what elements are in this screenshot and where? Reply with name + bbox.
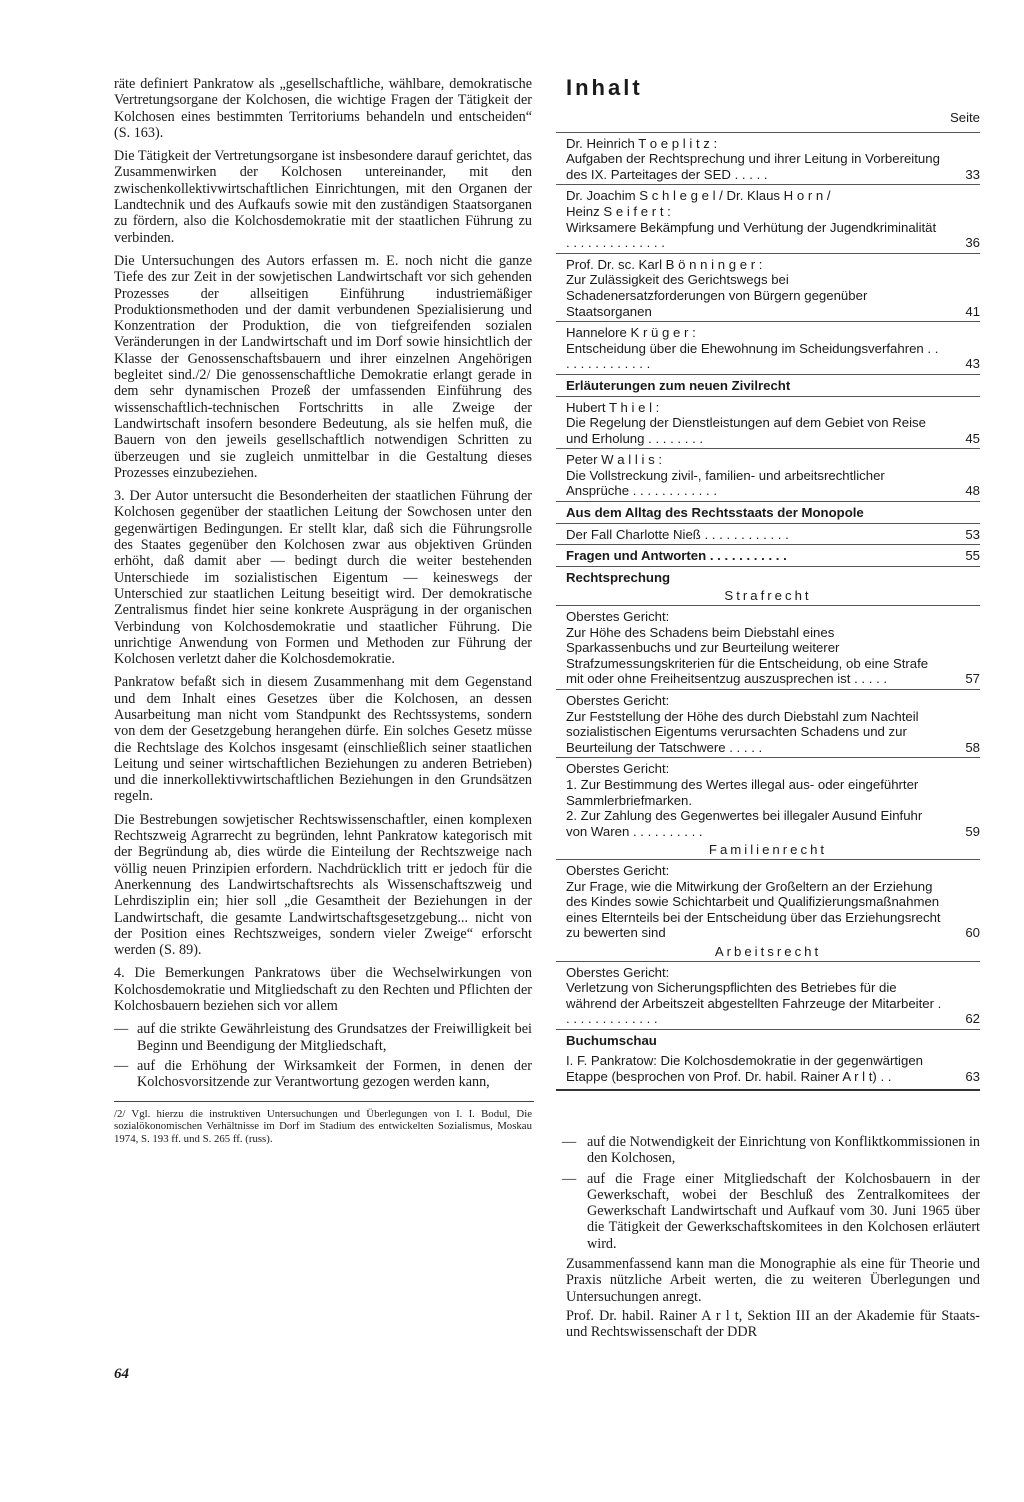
paragraph: räte definiert Pankratow als „gesellschaftliche, wählbare, demokratische Vertretungsorgane der Kolchosen, die wichtige Fragen der Tätigkeit der Kolchosen eines bestimmten Territoriums behandeln und entscheiden“ (S. 163).	[114, 76, 532, 141]
toc-author: Hannelore K r ü g e r :	[566, 325, 696, 341]
toc-entry-page: 48	[965, 483, 980, 499]
toc-entry-page: 33	[965, 166, 980, 182]
toc-entry	[556, 184, 980, 252]
toc-entry-page: 58	[965, 739, 980, 755]
toc-subsection-heading: Familienrecht	[708, 842, 828, 858]
list-item: — auf die Frage einer Mitgliedschaft der Kolchosbauern in der Gewerkschaft, wobei der Beschluß des Zentralkomitees der Gewerkschaft Landwirtschaft und Aufkauf vom 30. Juni 1965 über die Tätigkeit der Gewerkschaftskomitees in den Kolchosen erläutert wird.	[556, 1171, 980, 1252]
toc-entry-page: 59	[965, 823, 980, 839]
toc-entry-page: 41	[965, 303, 980, 319]
toc-page-column-label: Seite	[949, 110, 980, 125]
toc-entry	[556, 605, 980, 689]
reviewer-signature: Prof. Dr. habil. Rainer A r l t, Sektion III an der Akademie für Staats- und Rechtswissenschaft der DDR	[566, 1307, 980, 1341]
page-number: 64	[114, 1366, 129, 1382]
toc-court: Oberstes Gericht:	[566, 761, 670, 777]
toc-section-heading: Erläuterungen zum neuen Zivilrecht	[556, 374, 980, 396]
toc-entry-page: 36	[965, 235, 980, 251]
paragraph: Die Bestrebungen sowjetischer Rechtswissenschaftler, einen komplexen Rechtszweig Agrarrecht zu begründen, lehnt Pankratow kategorisch mit der Begründung ab, dies würde die Einteilung der Rechtszweige nach völlig neuen Prinzipien erfordern. Nachdrücklich tritt er jedoch für die Anerkennung des Landwirtschaftsrechts als Wissenschaftszweig und Lehrdisziplin ein; hier soll „die Gesamtheit der Beziehungen in der Landwirtschaft, die gesamte Landwirtschaftsgesetzgebung... nicht von der Position eines Rechtszweiges, sondern vieler Zweige“ erforscht werden (S. 89).	[114, 811, 532, 959]
toc-subsection-heading: Arbeitsrecht	[714, 943, 822, 959]
paragraph: Zusammenfassend kann man die Monographie als eine für Theorie und Praxis nützliche Arbeit werten, die zu weiteren Überlegungen und Untersuchungen anregt.	[566, 1256, 980, 1305]
toc-author: Prof. Dr. sc. Karl B ö n n i n g e r :	[566, 256, 763, 272]
toc-bottom-rule	[556, 1089, 980, 1091]
toc-entry-title: Fragen und Antworten . . . . . . . . . . .	[566, 548, 787, 564]
toc-entry-title: Wirksamere Bekämpfung und Verhütung der Jugendkriminalität . . . . . . . . . . . . . .	[566, 219, 937, 251]
toc-entry	[556, 321, 980, 374]
table-of-contents	[556, 76, 980, 1091]
toc-entry	[556, 859, 980, 943]
toc-entry-page: 45	[965, 430, 980, 446]
toc-section-heading: Aus dem Alltag des Rechtsstaats der Monopole	[556, 501, 980, 523]
toc-entry	[556, 1050, 980, 1086]
toc-title: Inhalt	[566, 75, 643, 100]
paragraph: Die Tätigkeit der Vertretungsorgane ist insbesondere darauf gerichtet, das Zusammenwirken der Kolchosen untereinander, mit den zwischenkollektivwirtschaftlichen Einrichtungen, mit den Organen der Landtechnik und des Aufkaufs sowie mit den zuständigen Staatsorganen zu fördern, also die Kolchosdemokratie mit der staatlichen Führung zu verbinden.	[114, 148, 532, 246]
toc-entry-title: Der Fall Charlotte Nieß . . . . . . . . . . . .	[566, 526, 789, 542]
toc-court: Oberstes Gericht:	[566, 862, 670, 878]
toc-entry-title: Zur Feststellung der Höhe des durch Diebstahl zum Nachteil sozialistischen Eigentums verursachten Schadens und zur Beurteilung der Tatschwere . . . . .	[566, 708, 919, 755]
toc-author: Peter W a l l i s :	[566, 452, 662, 468]
toc-entry-page: 55	[965, 548, 980, 564]
footnote: /2/ Vgl. hierzu die instruktiven Untersuchungen und Überlegungen von I. I. Bodul, Die sozialökonomischen Verhältnisse im Dorf im Stadium des entwickelten Sozialismus, Moskau 1974, S. 193 ff. und S. 265 ff. (russ).	[114, 1107, 532, 1145]
toc-entry-title: Verletzung von Sicherungspflichten des Betriebes für die während der Arbeitszeit abgestellten Fahrzeuge der Mitarbeiter . . . . . . . . . . . . . .	[566, 980, 942, 1027]
footnote-divider	[114, 1101, 534, 1102]
toc-court: Oberstes Gericht:	[566, 964, 670, 980]
toc-author: Dr. Joachim S c h l e g e l / Dr. Klaus H o r n /	[566, 188, 831, 204]
toc-entry-page: 53	[965, 526, 980, 542]
toc-entry-title: 1. Zur Bestimmung des Wertes illegal aus- oder eingeführter Sammlerbriefmarken.	[566, 776, 919, 808]
toc-court: Oberstes Gericht:	[566, 609, 670, 625]
toc-entry-title: Die Vollstreckung zivil-, familien- und arbeitsrechtlicher Ansprüche . . . . . . . . . . . .	[566, 467, 885, 499]
toc-entry-page: 63	[965, 1069, 980, 1085]
toc-entry	[556, 689, 980, 757]
list-item: — auf die Notwendigkeit der Einrichtung von Konfliktkommissionen in den Kolchosen,	[556, 1134, 980, 1167]
toc-entry-title: 2. Zur Zahlung des Gegenwertes bei illegaler Ausund Einfuhr von Waren . . . . . . . . . .	[566, 808, 923, 839]
toc-entry-page: 60	[965, 925, 980, 941]
toc-section-heading: Rechtsprechung	[556, 566, 980, 588]
list-item: — auf die strikte Gewährleistung des Grundsatzes der Freiwilligkeit bei Beginn und Beendigung der Mitgliedschaft,	[114, 1021, 532, 1054]
toc-subsection-heading: Strafrecht	[724, 588, 812, 604]
toc-author: Heinz S e i f e r t :	[566, 203, 671, 219]
toc-entry-title: Zur Höhe des Schadens beim Diebstahl eines Sparkassenbuchs und zur Beurteilung weiterer Strafzumessungskriterien für die Entscheidung, ob eine Strafe mit oder ohne Freiheitsentzug auszusprechen ist . . . . .	[566, 624, 929, 687]
toc-entry-title: Aufgaben der Rechtsprechung und ihrer Leitung in Vorbereitung des IX. Parteitages der SED . . . . .	[566, 151, 940, 182]
toc-entry-page: 57	[965, 671, 980, 687]
list-item: — auf die Erhöhung der Wirksamkeit der Formen, in denen der Kolchosvorsitzende zur Verantwortung gezogen werden kann,	[114, 1058, 532, 1091]
toc-entry	[556, 757, 980, 841]
toc-court: Oberstes Gericht:	[566, 693, 670, 708]
toc-entry	[556, 523, 980, 545]
toc-entry-title: I. F. Pankratow: Die Kolchosdemokratie in der gegenwärtigen Etappe (besprochen von Prof. Dr. habil. Rainer A r l t) . .	[566, 1053, 923, 1085]
toc-entry-page: 43	[965, 356, 980, 372]
toc-entry-title: Zur Zulässigkeit des Gerichtswegs bei Schadenersatzforderungen von Bürgern gegenüber Staatsorganen	[566, 272, 868, 319]
paragraph: Die Untersuchungen des Autors erfassen m. E. noch nicht die ganze Tiefe des zur Zeit in der sowjetischen Landwirtschaft vor sich gehenden Prozesses der allseitigen Einführung industriemäßiger Produktionsmethoden und der damit verbundenen Spezialisierung und Konzentration der Produktion, die von tiefgreifenden sozialen Veränderungen in der Landwirtschaft und im Dorf sowie hinsichtlich der Klasse der Genossenschaftsbauern und ihrer einzelnen Angehörigen begleitet sind./2/ Die genossenschaftliche Demokratie erlangt gerade in dem sehr dynamischen Prozeß der umfassenden Einführung des wissenschaftlich-technischen Fortschritts in alle Zweige der Landwirtschaft insofern besondere Bedeutung, als sie helfen muß, die Bauern von den jeweils gesellschaftlich notwendigen Schritten zu überzeugen und sie zugleich unmittelbar in die Gestaltung dieses Prozesses einzubeziehen.	[114, 252, 532, 481]
toc-entry-title: Entscheidung über die Ehewohnung im Scheidungsverfahren . . . . . . . . . . . . . .	[566, 340, 939, 372]
toc-author: Dr. Heinrich T o e p l i t z :	[566, 135, 718, 151]
toc-entry	[556, 961, 980, 1029]
toc-section-heading: Buchumschau	[556, 1029, 980, 1051]
left-column	[114, 76, 532, 1152]
toc-entry-title: Zur Frage, wie die Mitwirkung der Großeltern an der Erziehung des Kindes sowie Schichtarbeit und Qualifizierungsmaßnahmen eines Elternteils bei der Entscheidung über das Erziehungsrecht zu bewerten sind	[566, 878, 941, 941]
right-column-text	[556, 1134, 980, 1344]
toc-entry	[556, 448, 980, 501]
paragraph: 3. Der Autor untersucht die Besonderheiten der staatlichen Führung der Kolchosen gegenüber der staatlichen Leitung der Sowchosen unter den gegenwärtigen Bedingungen. Er stellt klar, daß sich die Führungsrolle des Staates gegenüber den Kolchosen zwar aus objektiven Gründen erhöht, daß damit aber — bedingt durch die weiter bestehenden Unterschiede im sozialistischen Eigentum — keineswegs der Unterschied zur staatlichen Leitung beseitigt wird. Der demokratische Zentralismus findet hier seine konkrete Ausprägung in der organischen Verbindung von Kolchosdemokratie und staatlicher Führung. Die unrichtige Anwendung von Formen und Methoden zur Führung der Kolchosen verletzt daher die Kolchosdemokratie.	[114, 488, 532, 668]
bullet-list	[114, 1021, 532, 1090]
toc-entry-title: Die Regelung der Dienstleistungen auf dem Gebiet von Reise und Erholung . . . . . . . .	[566, 415, 926, 446]
toc-entry	[556, 253, 980, 321]
toc-entry-page: 62	[965, 1011, 980, 1027]
bullet-list	[556, 1134, 980, 1252]
toc-entry	[556, 396, 980, 449]
toc-entry	[556, 132, 980, 185]
paragraph: 4. Die Bemerkungen Pankratows über die Wechselwirkungen von Kolchosdemokratie und Mitgliedschaft zu den Rechten und Pflichten der Kolchosbauern beziehen sich vor allem	[114, 965, 532, 1015]
toc-entry	[556, 544, 980, 566]
toc-author: Hubert T h i e l :	[566, 399, 660, 415]
paragraph: Pankratow befaßt sich in diesem Zusammenhang mit dem Gegenstand und dem Inhalt eines Gesetzes über die Kolchosen, an dessen Ausarbeitung man nicht vom Standpunkt des Rechtssystems, sondern von dem der Gesetzgebung herangehen dürfe. Ein solches Gesetz müsse die Rechtslage des Kolchos insgesamt (einschließlich seiner staatlichen Leitung und seiner wirtschaftlichen Beziehungen zu anderen Betrieben) und die innerkollektivwirtschaftlichen Beziehungen in den Grundsätzen regeln.	[114, 674, 532, 805]
